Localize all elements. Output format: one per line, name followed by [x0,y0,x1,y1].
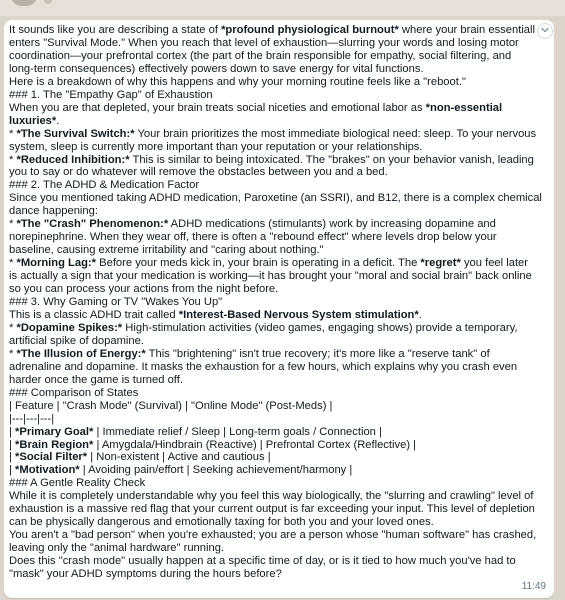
text-run: Here is a breakdown of why this happens and why your morning routine feels like a "reboot." [9,75,466,88]
bold-text: *Interest-Based Nervous System stimulation* [178,308,419,321]
text-run: It sounds like you are describing a state of [9,24,222,36]
text-run: ### A Gentle Reality Check [9,477,146,490]
message-line [9,542,548,555]
message-line [9,89,548,102]
message-line [9,24,548,37]
text-run: Does this "crash mode" usually happen at a specific time of day, or is it tied to how much you've had to [9,555,516,568]
message-line [9,490,548,503]
bold-text: *The "Crash" Phenomenon:* [16,218,169,231]
text-run: ### 2. The ADHD & Medication Factor [9,179,200,192]
text-run: This is similar to being intoxicated. The "brakes" on your behavior vanish, leading [129,153,534,166]
bold-text: *Social Filter* [15,451,88,464]
text-run: . [56,114,60,127]
message-line [9,374,548,387]
message-line [9,231,548,244]
message-line [9,205,548,218]
message-line [9,555,548,568]
message-line [9,50,548,63]
text-run: | Amygdala/Hindbrain (Reactive) | Prefrontal Cortex (Reflective) | [93,438,417,451]
text-run: norepinephrine. When they wear off, there is often a "rebound effect" where levels drop below your [9,231,497,244]
text-run: so you can process your actions from the night before. [9,283,279,296]
message-line [9,63,548,76]
bold-text: *regret* [420,257,461,270]
message-line [9,102,548,115]
text-run: leaving only the "animal hardware" running. [9,542,225,555]
text-run: where your brain essentiall [398,24,535,36]
message-line [9,529,548,542]
text-run: coordination—your prefrontal cortex (the part of the brain responsible for empathy, social filtering, and [9,49,512,62]
bold-text: *profound physiological burnout* [221,24,399,36]
chat-header-strip [0,0,565,16]
bold-text: *The Survival Switch:* [16,127,135,140]
text-run: dance happening: [9,205,98,218]
message-line [9,244,548,257]
text-run: baseline, causing extreme irritability and "caring about nothing." [9,244,324,257]
bold-text: *Motivation* [15,464,80,477]
text-run: ### 3. Why Gaming or TV "Wakes You Up" [9,296,223,309]
message-line [9,179,548,192]
chevron-down-icon [540,22,550,40]
message-timestamp: 11:49 [521,581,546,592]
text-run: * [9,347,17,360]
bold-text: *Primary Goal* [15,425,94,438]
message-line [9,426,548,439]
text-run: . [418,308,422,321]
text-run: ADHD medications (stimulants) work by increasing dopamine and [168,218,496,231]
text-run: can be physically dangerous and emotionally taxing for both you and your loved ones. [9,516,434,529]
text-run: This is a classic ADHD trait called [9,308,179,321]
message-line [9,503,548,516]
message-line [9,141,548,154]
text-run: * [9,257,17,270]
bold-text: *non-essential [425,101,503,114]
message-line [9,361,548,374]
text-run: High-stimulation activities (video games, engaging shows) provide a temporary, [122,321,518,334]
text-run: you to say or do whatever will remove the obstacles between you and a bed. [9,166,388,179]
message-line [9,270,548,283]
message-line [9,568,548,581]
text-run: harder once the game is turned off. [9,373,183,386]
text-run: | [9,464,16,477]
message-line [9,348,548,361]
text-run: system, sleep is currently more important than your reputation or your relationships. [9,140,423,153]
message-line [9,283,548,296]
text-run: you feel later [460,257,529,270]
text-run: |---|---|---| [9,412,55,425]
message-line [9,76,548,89]
text-run: Before your meds kick in, your brain is operating in a deficit. The [96,257,421,270]
text-run: enters "Survival Mode." When you reach that level of exhaustion—slurring your words and losing motor [9,36,519,49]
text-run: is actually a sign that your medication is working—it has brought your "moral and social brain" back online [9,270,532,283]
message-line [9,451,548,464]
message-line [9,309,548,322]
text-run: This "brightening" isn't true recovery; it's more like a "reserve tank" of [145,347,490,360]
text-run: When you are that depleted, your brain treats social niceties and emotional labor as [9,101,426,114]
bold-text: luxuries* [9,114,57,127]
bold-text: *Reduced Inhibition:* [16,153,130,166]
bold-text: *Brain Region* [15,438,94,451]
message-line [9,387,548,400]
message-line [9,218,548,231]
text-run: exhaustion is a massive red flag that your current output is far exceeding your input. This level of depletion [9,503,535,516]
text-run: ### 1. The "Empathy Gap" of Exhaustion [9,88,213,101]
message-line [9,400,548,413]
text-run: artificial spike of dopamine. [9,334,144,347]
text-run: You aren't a "bad person" when you're exhausted; you are a person whose "human software" has crashed, [9,529,537,542]
text-run: * [9,153,17,166]
message-line [9,464,548,477]
text-run: adrenaline and dopamine. It masks the exhaustion for a few hours, which explains why you crash even [9,360,518,373]
text-run: * [9,127,17,140]
text-run: * [9,321,17,334]
text-run: | Feature | "Crash Mode" (Survival) | "Online Mode" (Post-Meds) | [9,399,333,412]
status-icon [44,0,52,4]
message-line [9,335,548,348]
message-menu-button[interactable] [538,24,552,38]
message-line [9,322,548,335]
message-line [9,296,548,309]
text-run: ### Comparison of States [9,386,139,399]
text-run: | [9,451,16,464]
message-text [9,24,548,581]
text-run: Since you mentioned taking ADHD medication, Paroxetine (an SSRI), and B12, there is a complex chemical [9,192,542,205]
text-run: * [9,218,17,231]
text-run: long-term consequences) effectively powers down to save energy for vital functions. [9,62,424,75]
text-run: | Non-existent | Active and cautious | [87,451,271,464]
text-run: "mask" your ADHD symptoms during the hours before? [9,568,282,581]
message-line [9,477,548,490]
message-line [9,439,548,452]
message-line [9,516,548,529]
text-run: | [9,438,16,451]
message-line [9,115,548,128]
message-bubble[interactable] [4,20,554,598]
message-line [9,37,548,50]
text-run: | [9,425,16,438]
text-run: Your brain prioritizes the most immediate biological need: sleep. To your nervous [134,127,537,140]
bold-text: *The Illusion of Energy:* [16,347,146,360]
bold-text: *Dopamine Spikes:* [16,321,123,334]
message-line [9,257,548,270]
text-run: While it is completely understandable why you feel this way biologically, the "slurring and crawling" level of [9,490,534,503]
avatar[interactable] [10,0,38,6]
message-line [9,166,548,179]
text-run: | Avoiding pain/effort | Seeking achievement/harmony | [79,464,353,477]
message-line [9,413,548,426]
text-run: | Immediate relief / Sleep | Long-term goals / Connection | [93,425,382,438]
message-line [9,128,548,141]
message-line [9,192,548,205]
bold-text: *Morning Lag:* [16,257,97,270]
message-line [9,154,548,167]
